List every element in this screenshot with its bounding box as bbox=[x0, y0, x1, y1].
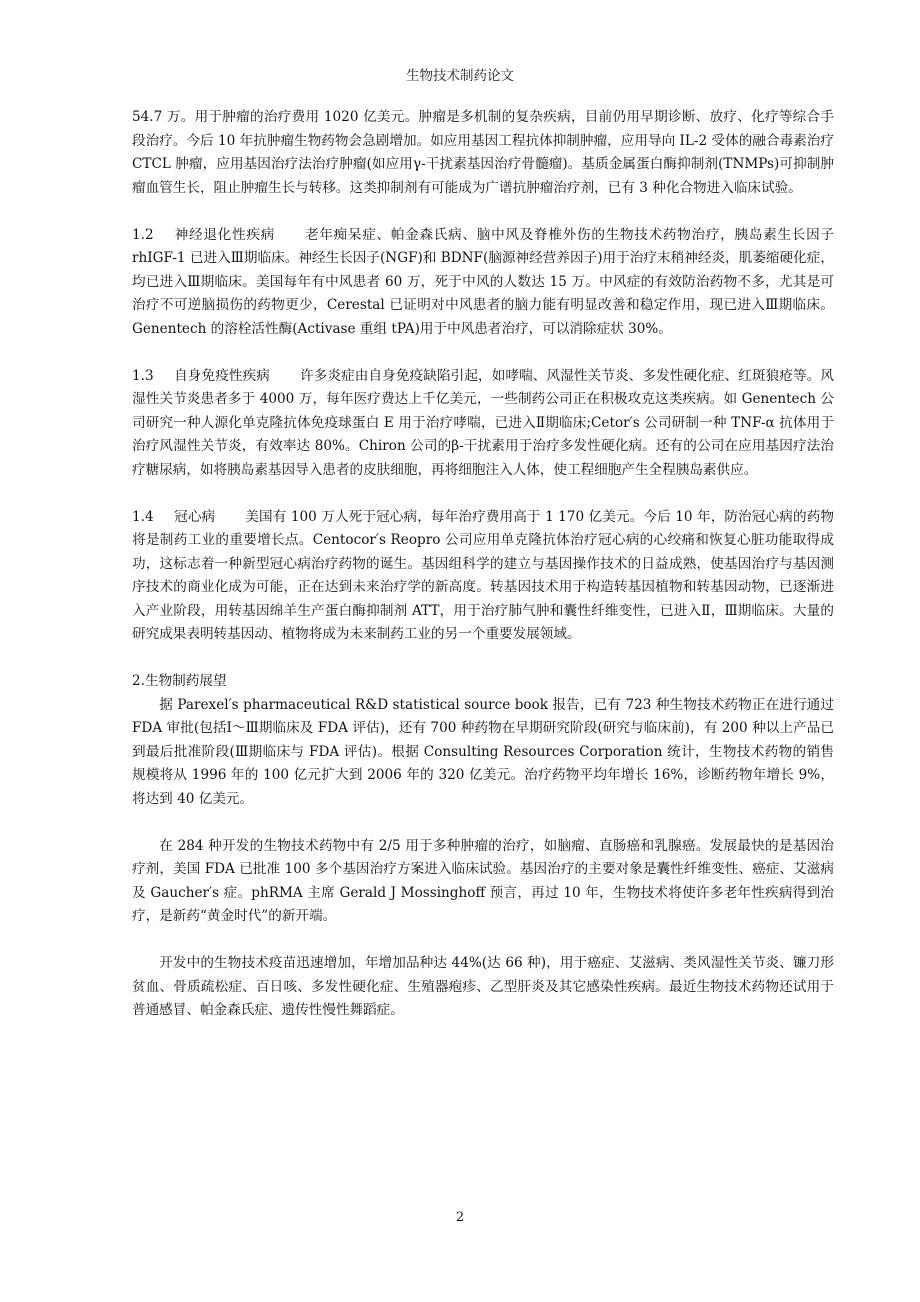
paragraph-gap bbox=[132, 341, 834, 365]
paragraph-gap bbox=[132, 647, 834, 671]
paragraph-gap bbox=[132, 811, 834, 835]
paragraph-gap bbox=[132, 482, 834, 506]
body-text bbox=[132, 106, 834, 1023]
section-2-paragraph-1: 据 Parexel′s pharmaceutical R&D statistical source book 报告，已有 723 种生物技术药物正在进行通过 FDA 审批(包括Ⅰ～Ⅲ期临床及 FDA 评估)，还有 700 种药物在早期研究阶段(研究与临床前)，有 200 种以上产品已到最后批准阶段(Ⅲ期临床与 FDA 评估)。根据 Consulting Resources Corporation 统计，生物技术药物的销售规模将从 1996 年的 100 亿元扩大到 2006 年的 320 亿美元。治疗药物平均年增长 16%，诊断药物年增长 9%，将达到 40 亿美元。 bbox=[132, 696, 834, 807]
section-2-heading: 2.生物制药展望 bbox=[132, 673, 227, 689]
section-body: 老年痴呆症、帕金森氏病、脑中风及脊椎外伤的生物技术药物治疗，胰岛素生长因子 rhIGF-1 已进入Ⅲ期临床。神经生长因子(NGF)和 BDNF(脑源神经营养因子)用于治疗末稍神经炎，肌萎缩硬化症，均已进入Ⅲ期临床。美国每年有中风患者 60 万，死于中风的人数达 15 万。中风症的有效防治药物不多，尤其是可治疗不可逆脑损伤的药物更少，Cerestal 已证明对中风患者的脑力能有明显改善和稳定作用，现已进入Ⅲ期临床。Genentech 的溶栓活性酶(Activase 重组 tPA)用于中风患者治疗，可以消除症状 30%。 bbox=[132, 226, 834, 337]
section-number: 1.4 bbox=[132, 508, 154, 525]
section-title: 自身免疫性疾病 bbox=[174, 367, 270, 384]
section-title: 冠心病 bbox=[174, 508, 216, 525]
paragraph-gap bbox=[132, 929, 834, 953]
section-2-paragraph-3: 开发中的生物技术疫苗迅速增加，年增加品种达 44%(达 66 种)，用于癌症、艾滋病、类风湿性关节炎、镰刀形贫血、骨质疏松症、百日咳、多发性硬化症、生殖器疱疹、乙型肝炎及其它感染性疾病。最近生物技术药物还试用于普通感冒、帕金森氏症、遗传性慢性舞蹈症。 bbox=[132, 955, 834, 1018]
section-2-paragraph-2: 在 284 种开发的生物技术药物中有 2/5 用于多种肿瘤的治疗，如脑瘤、直肠癌和乳腺癌。发展最快的是基因治疗剂，美国 FDA 已批准 100 多个基因治疗方案进入临床试验。基因治疗的主要对象是囊性纤维变性、癌症、艾滋病及 Gaucher′s 症。phRMA 主席 Gerald J Mossinghoff 预言，再过 10 年，生物技术将使许多老年性疾病得到治疗，是新药“黄金时代”的新开端。 bbox=[132, 837, 834, 924]
section-number: 1.2 bbox=[132, 226, 154, 243]
section-1-3 bbox=[132, 365, 834, 483]
paragraph-gap bbox=[132, 200, 834, 224]
page-header: 生物技术制药论文 bbox=[406, 68, 514, 84]
section-number: 1.3 bbox=[132, 367, 154, 384]
page-number: 2 bbox=[455, 1210, 465, 1225]
section-1-4 bbox=[132, 506, 834, 647]
section-1-2 bbox=[132, 224, 834, 342]
section-body: 美国有 100 万人死于冠心病，每年治疗费用高于 1 170 亿美元。今后 10 年，防治冠心病的药物将是制药工业的重要增长点。Centocor′s Reopro 公司应用单克隆抗体治疗冠心病的心绞痛和恢复心脏功能取得成功，这标志着一种新型冠心病治疗药物的诞生。基因组科学的建立与基因操作技术的日益成熟，使基因治疗与基因测序技术的商业化成为可能，正在达到未来治疗学的新高度。转基因技术用于构造转基因植物和转基因动物，已逐渐进入产业阶段，用转基因绵羊生产蛋白酶抑制剂 ATT，用于治疗肺气肿和囊性纤维变性，已进入Ⅱ，Ⅲ期临床。大量的研究成果表明转基因动、植物将成为未来制药工业的另一个重要发展领域。 bbox=[132, 508, 834, 642]
section-body: 许多炎症由自身免疫缺陷引起，如哮喘、风湿性关节炎、多发性硬化症、红斑狼疮等。风湿性关节炎患者多于 4000 万，每年医疗费达上千亿美元，一些制药公司正在积极攻克这类疾病。如 Genentech 公司研究一种人源化单克隆抗体免疫球蛋白 E 用于治疗哮喘，已进入Ⅱ期临床;Cetor′s 公司研制一种 TNF-α 抗体用于治疗风湿性关节炎，有效率达 80%。Chiron 公司的β-干扰素用于治疗多发性硬化病。还有的公司在应用基因疗法治疗糖尿病，如将胰岛素基因导入患者的皮肤细胞，再将细胞注入人体，使工程细胞产生全程胰岛素供应。 bbox=[132, 367, 835, 478]
intro-paragraph: 54.7 万。用于肿瘤的治疗费用 1020 亿美元。肿瘤是多机制的复杂疾病，目前仍用早期诊断、放疗、化疗等综合手段治疗。今后 10 年抗肿瘤生物药物会急剧增加。如应用基因工程抗体抑制肿瘤，应用导向 IL-2 受体的融合毒素治疗 CTCL 肿瘤，应用基因治疗法治疗肿瘤(如应用γ-干扰素基因治疗骨髓瘤)。基质金属蛋白酶抑制剂(TNMPs)可抑制肿瘤血管生长，阻止肿瘤生长与转移。这类抑制剂有可能成为广谱抗肿瘤治疗剂，已有 3 种化合物进入临床试验。 bbox=[132, 109, 834, 196]
section-title: 神经退化性疾病 bbox=[174, 226, 275, 243]
